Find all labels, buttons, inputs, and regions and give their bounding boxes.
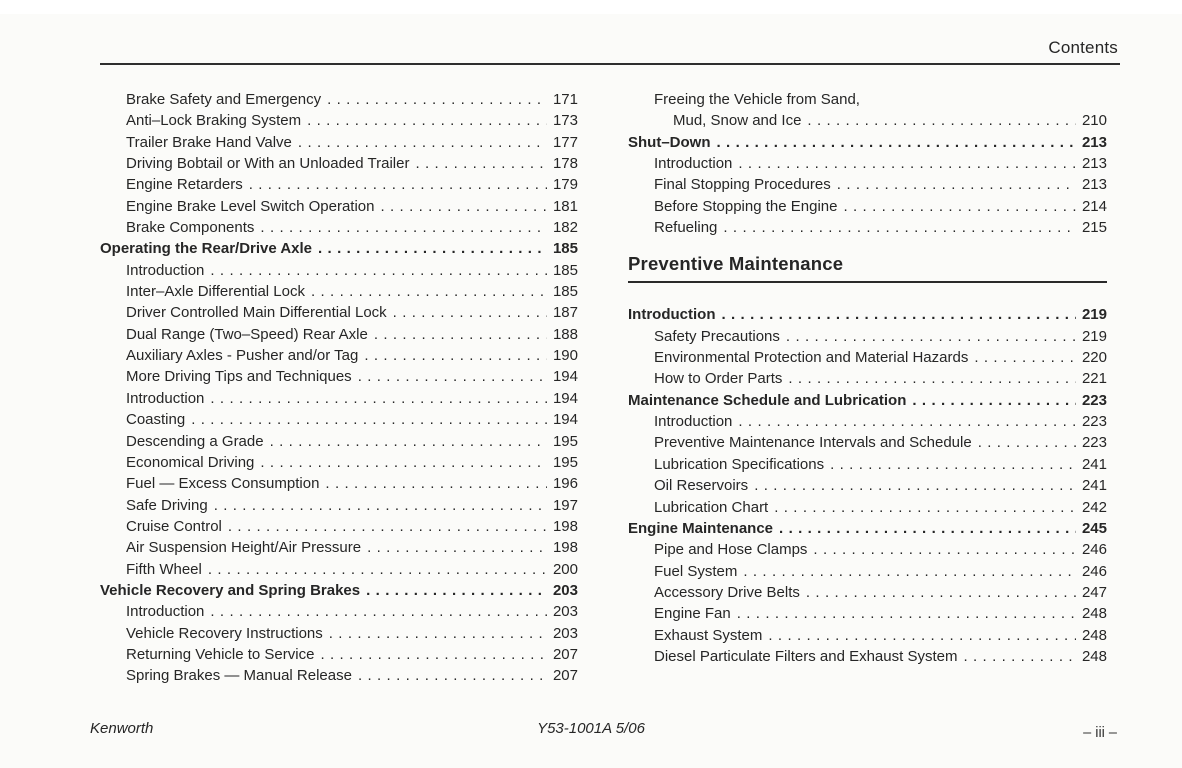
- footer-page-number: – iii –: [1083, 725, 1117, 741]
- toc-entry-label: More Driving Tips and Techniques: [126, 368, 352, 386]
- toc-dot-leader: [260, 452, 547, 473]
- toc-entry: [100, 196, 578, 217]
- toc-entry: [100, 302, 578, 323]
- toc-dot-leader: [754, 475, 1076, 496]
- toc-entry: [628, 347, 1107, 368]
- toc-entry: [628, 217, 1107, 238]
- footer-brand: Kenworth: [90, 720, 154, 737]
- toc-entry: [628, 518, 1107, 539]
- toc-dot-leader: [374, 324, 547, 345]
- toc-entry-page: 195: [552, 453, 578, 471]
- toc-entry-page: 188: [552, 325, 578, 343]
- toc-entry-label: Cruise Control: [126, 517, 222, 535]
- toc-entry-page: 248: [1081, 647, 1107, 665]
- toc-entry-page: 246: [1081, 541, 1107, 559]
- toc-entry-label: Diesel Particulate Filters and Exhaust System: [654, 647, 958, 665]
- toc-entry-label: Dual Range (Two–Speed) Rear Axle: [126, 325, 368, 343]
- section-header: [628, 252, 1107, 283]
- page-header-title: Contents: [1048, 38, 1118, 57]
- toc-dot-leader: [366, 580, 547, 601]
- footer-doc-code: Y53-1001A 5/06: [537, 720, 645, 737]
- toc-entry-page: 194: [552, 389, 578, 407]
- toc-left-column: [100, 89, 578, 687]
- toc-entry: [100, 537, 578, 558]
- toc-dot-leader: [807, 110, 1076, 131]
- toc-entry: [628, 89, 1107, 110]
- toc-dot-leader: [974, 347, 1076, 368]
- toc-dot-leader: [738, 411, 1076, 432]
- toc-entry-page: 248: [1081, 605, 1107, 623]
- toc-entry-page: 185: [552, 283, 578, 301]
- toc-entry-label: Vehicle Recovery Instructions: [126, 624, 323, 642]
- toc-entry: [100, 238, 578, 259]
- toc-entry: [628, 539, 1107, 560]
- toc-entry: [628, 153, 1107, 174]
- toc-dot-leader: [738, 153, 1076, 174]
- toc-dot-leader: [830, 454, 1076, 475]
- toc-entry: [100, 110, 578, 131]
- toc-entry-page: 247: [1081, 583, 1107, 601]
- toc-dot-leader: [788, 368, 1076, 389]
- toc-entry-page: 171: [552, 91, 578, 108]
- toc-entry: [100, 409, 578, 430]
- toc-dot-leader: [270, 431, 547, 452]
- toc-dot-leader: [325, 473, 547, 494]
- toc-entry-page: 185: [552, 261, 578, 279]
- toc-entry: [100, 665, 578, 686]
- toc-dot-leader: [415, 153, 547, 174]
- toc-entry-page: 214: [1081, 197, 1107, 215]
- toc-dot-leader: [228, 516, 547, 537]
- toc-entry-label: Engine Maintenance: [628, 519, 774, 537]
- toc-entry-label: Before Stopping the Engine: [654, 197, 838, 215]
- toc-entry-label: Fuel System: [654, 562, 738, 580]
- toc-entry: [628, 326, 1107, 347]
- toc-entry-page: 215: [1081, 219, 1107, 237]
- toc-dot-leader: [210, 260, 547, 281]
- toc-entry-label: Pipe and Hose Clamps: [654, 541, 808, 559]
- toc-entry: [100, 431, 578, 452]
- toc-entry-page: 179: [552, 176, 578, 194]
- toc-dot-leader: [978, 432, 1076, 453]
- toc-entry-label: Safe Driving: [126, 496, 208, 514]
- toc-entry-page: 219: [1081, 306, 1107, 324]
- toc-entry-page: 173: [552, 112, 578, 130]
- toc-entry-label: Engine Fan: [654, 605, 731, 623]
- toc-entry-label: Introduction: [126, 603, 205, 621]
- toc-entry-label: Environmental Protection and Material Hazards: [654, 349, 969, 367]
- toc-dot-leader: [774, 497, 1076, 518]
- toc-entry-page: 213: [1081, 176, 1107, 194]
- toc-entry-page: 200: [552, 560, 578, 578]
- toc-entry-label: Refueling: [654, 219, 718, 237]
- toc-entry-label: Preventive Maintenance Intervals and Schedule: [654, 434, 972, 452]
- scan-edge: [0, 0, 1182, 14]
- toc-entry: [100, 644, 578, 665]
- toc-entry-page: 207: [552, 667, 578, 685]
- toc-entry-page: 195: [552, 432, 578, 450]
- toc-dot-leader: [717, 132, 1077, 153]
- toc-dot-leader: [214, 495, 547, 516]
- toc-entry-page: 207: [552, 645, 578, 663]
- toc-entry: [628, 454, 1107, 475]
- toc-entry-page: 190: [552, 347, 578, 365]
- toc-entry-label: Final Stopping Procedures: [654, 176, 831, 194]
- header-rule: [100, 63, 1120, 65]
- toc-entry-label: Oil Reservoirs: [654, 477, 749, 495]
- toc-entry-page: 182: [552, 219, 578, 237]
- toc-entry-label: Coasting: [126, 411, 186, 429]
- toc-entry: [100, 260, 578, 281]
- toc-entry: [628, 368, 1107, 389]
- toc-entry-label: Introduction: [654, 155, 733, 173]
- toc-entry-page: 203: [552, 581, 578, 599]
- toc-dot-leader: [963, 646, 1076, 667]
- toc-entry: [628, 196, 1107, 217]
- toc-entry: [100, 473, 578, 494]
- toc-dot-leader: [768, 625, 1076, 646]
- toc-entry-label: Descending a Grade: [126, 432, 264, 450]
- toc-dot-leader: [358, 366, 547, 387]
- toc-entry: [628, 603, 1107, 624]
- toc-entry-label: Auxiliary Axles - Pusher and/or Tag: [126, 347, 359, 365]
- toc-dot-leader: [210, 388, 547, 409]
- toc-entry-label: Economical Driving: [126, 453, 255, 471]
- toc-entry-label: Engine Brake Level Switch Operation: [126, 197, 375, 215]
- toc-entry: [628, 582, 1107, 603]
- toc-entry-label: Lubrication Chart: [654, 498, 769, 516]
- toc-entry-page: 198: [552, 517, 578, 535]
- toc-dot-leader: [318, 238, 547, 259]
- toc-dot-leader: [721, 304, 1076, 325]
- toc-entry: [100, 452, 578, 473]
- toc-entry: [100, 580, 578, 601]
- toc-entry: [628, 390, 1107, 411]
- toc-dot-leader: [367, 537, 547, 558]
- toc-entry: [628, 432, 1107, 453]
- toc-entry-page: 213: [1081, 133, 1107, 151]
- toc-entry-label: Accessory Drive Belts: [654, 583, 800, 601]
- toc-dot-leader: [743, 561, 1076, 582]
- toc-entry-label: Air Suspension Height/Air Pressure: [126, 539, 362, 557]
- toc-entry-page: 181: [552, 197, 578, 215]
- toc-dot-leader: [380, 196, 547, 217]
- toc-entry: [100, 559, 578, 580]
- toc-entry-page: 196: [552, 475, 578, 493]
- toc-entry: [628, 411, 1107, 432]
- toc-entry-page: 223: [1081, 391, 1107, 409]
- toc-entry-label: Brake Components: [126, 219, 255, 237]
- toc-entry: [628, 132, 1107, 153]
- toc-entry-page: 198: [552, 539, 578, 557]
- toc-entry: [628, 174, 1107, 195]
- toc-dot-leader: [912, 390, 1076, 411]
- toc-entry: [628, 497, 1107, 518]
- toc-entry: [100, 174, 578, 195]
- toc-dot-leader: [813, 539, 1076, 560]
- toc-entry-label: Driving Bobtail or With an Unloaded Trailer: [126, 155, 410, 173]
- toc-dot-leader: [786, 326, 1076, 347]
- page-footer: [0, 719, 1182, 739]
- toc-entry-page: 220: [1081, 349, 1107, 367]
- toc-entry-label: Maintenance Schedule and Lubrication: [628, 391, 907, 409]
- toc-entry: [628, 110, 1107, 131]
- toc-dot-leader: [393, 302, 547, 323]
- toc-entry-label: Vehicle Recovery and Spring Brakes: [100, 581, 361, 599]
- toc-dot-leader: [260, 217, 547, 238]
- toc-entry-page: 221: [1081, 370, 1107, 388]
- toc-entry-label: Inter–Axle Differential Lock: [126, 283, 305, 301]
- toc-entry-page: 178: [552, 155, 578, 173]
- toc-entry-label: Fifth Wheel: [126, 560, 202, 578]
- toc-entry: [100, 388, 578, 409]
- toc-entry: [628, 561, 1107, 582]
- toc-dot-leader: [307, 110, 547, 131]
- toc-entry-label: Mud, Snow and Ice: [673, 112, 802, 130]
- section-header-label: Preventive Maintenance: [628, 253, 844, 275]
- toc-entry: [100, 153, 578, 174]
- toc-entry-label: Introduction: [654, 413, 733, 431]
- toc-entry: [628, 625, 1107, 646]
- toc-dot-leader: [806, 582, 1076, 603]
- toc-entry-page: 245: [1081, 519, 1107, 537]
- toc-entry-label: Operating the Rear/Drive Axle: [100, 240, 313, 258]
- toc-entry-page: 241: [1081, 455, 1107, 473]
- toc-entry-page: 223: [1081, 413, 1107, 431]
- toc-entry-page: 203: [552, 624, 578, 642]
- toc-entry-page: 246: [1081, 562, 1107, 580]
- toc-entry-page: 203: [552, 603, 578, 621]
- toc-entry-label: Introduction: [126, 261, 205, 279]
- toc-entry-label: Introduction: [126, 389, 205, 407]
- toc-dot-leader: [779, 518, 1076, 539]
- toc-entry: [628, 646, 1107, 667]
- toc-dot-leader: [191, 409, 547, 430]
- toc-entry-page: 187: [552, 304, 578, 322]
- toc-dot-leader: [837, 174, 1076, 195]
- toc-entry: [100, 89, 578, 110]
- toc-entry-label: How to Order Parts: [654, 370, 783, 388]
- toc-dot-leader: [329, 623, 547, 644]
- toc-entry-label: Driver Controlled Main Differential Lock: [126, 304, 387, 322]
- toc-entry-page: 213: [1081, 155, 1107, 173]
- toc-entry-page: 210: [1081, 112, 1107, 130]
- toc-dot-leader: [364, 345, 547, 366]
- toc-entry-label: Introduction: [628, 306, 716, 324]
- toc-entry-label: Anti–Lock Braking System: [126, 112, 302, 130]
- toc-dot-leader: [723, 217, 1076, 238]
- toc-entry: [100, 516, 578, 537]
- toc-entry: [100, 132, 578, 153]
- toc-entry-label: Freeing the Vehicle from Sand,: [654, 91, 860, 108]
- toc-entry: [100, 345, 578, 366]
- toc-dot-leader: [320, 644, 547, 665]
- toc-entry-page: 197: [552, 496, 578, 514]
- toc-entry: [100, 623, 578, 644]
- toc-dot-leader: [311, 281, 547, 302]
- toc-entry-label: Shut–Down: [628, 133, 711, 151]
- toc-entry-label: Returning Vehicle to Service: [126, 645, 315, 663]
- toc-entry-label: Spring Brakes — Manual Release: [126, 667, 352, 685]
- toc-entry-label: Safety Precautions: [654, 327, 780, 345]
- toc-entry: [100, 324, 578, 345]
- toc-entry-page: 219: [1081, 327, 1107, 345]
- toc-entry-page: 194: [552, 411, 578, 429]
- toc-entry: [100, 495, 578, 516]
- toc-entry-page: 248: [1081, 626, 1107, 644]
- toc-right-column: [628, 89, 1107, 667]
- toc-dot-leader: [210, 601, 547, 622]
- toc-entry: [100, 366, 578, 387]
- toc-entry: [100, 601, 578, 622]
- toc-entry-page: 241: [1081, 477, 1107, 495]
- toc-entry-label: Trailer Brake Hand Valve: [126, 133, 292, 151]
- toc-dot-leader: [208, 559, 547, 580]
- toc-entry-page: 242: [1081, 498, 1107, 516]
- toc-entry-label: Lubrication Specifications: [654, 455, 825, 473]
- toc-entry: [100, 281, 578, 302]
- toc-dot-leader: [249, 174, 547, 195]
- toc-entry-page: 194: [552, 368, 578, 386]
- toc-dot-leader: [327, 89, 547, 110]
- toc-dot-leader: [737, 603, 1076, 624]
- toc-entry-page: 223: [1081, 434, 1107, 452]
- toc-entry-label: Fuel — Excess Consumption: [126, 475, 320, 493]
- toc-entry-page: 185: [552, 240, 578, 258]
- toc-entry: [628, 475, 1107, 496]
- toc-entry-page: 177: [552, 133, 578, 151]
- toc-dot-leader: [843, 196, 1076, 217]
- toc-entry-label: Engine Retarders: [126, 176, 243, 194]
- toc-entry-label: Exhaust System: [654, 626, 763, 644]
- toc-entry: [100, 217, 578, 238]
- toc-entry-label: Brake Safety and Emergency: [126, 91, 322, 108]
- toc-dot-leader: [358, 665, 547, 686]
- toc-dot-leader: [298, 132, 547, 153]
- toc-entry: [628, 304, 1107, 325]
